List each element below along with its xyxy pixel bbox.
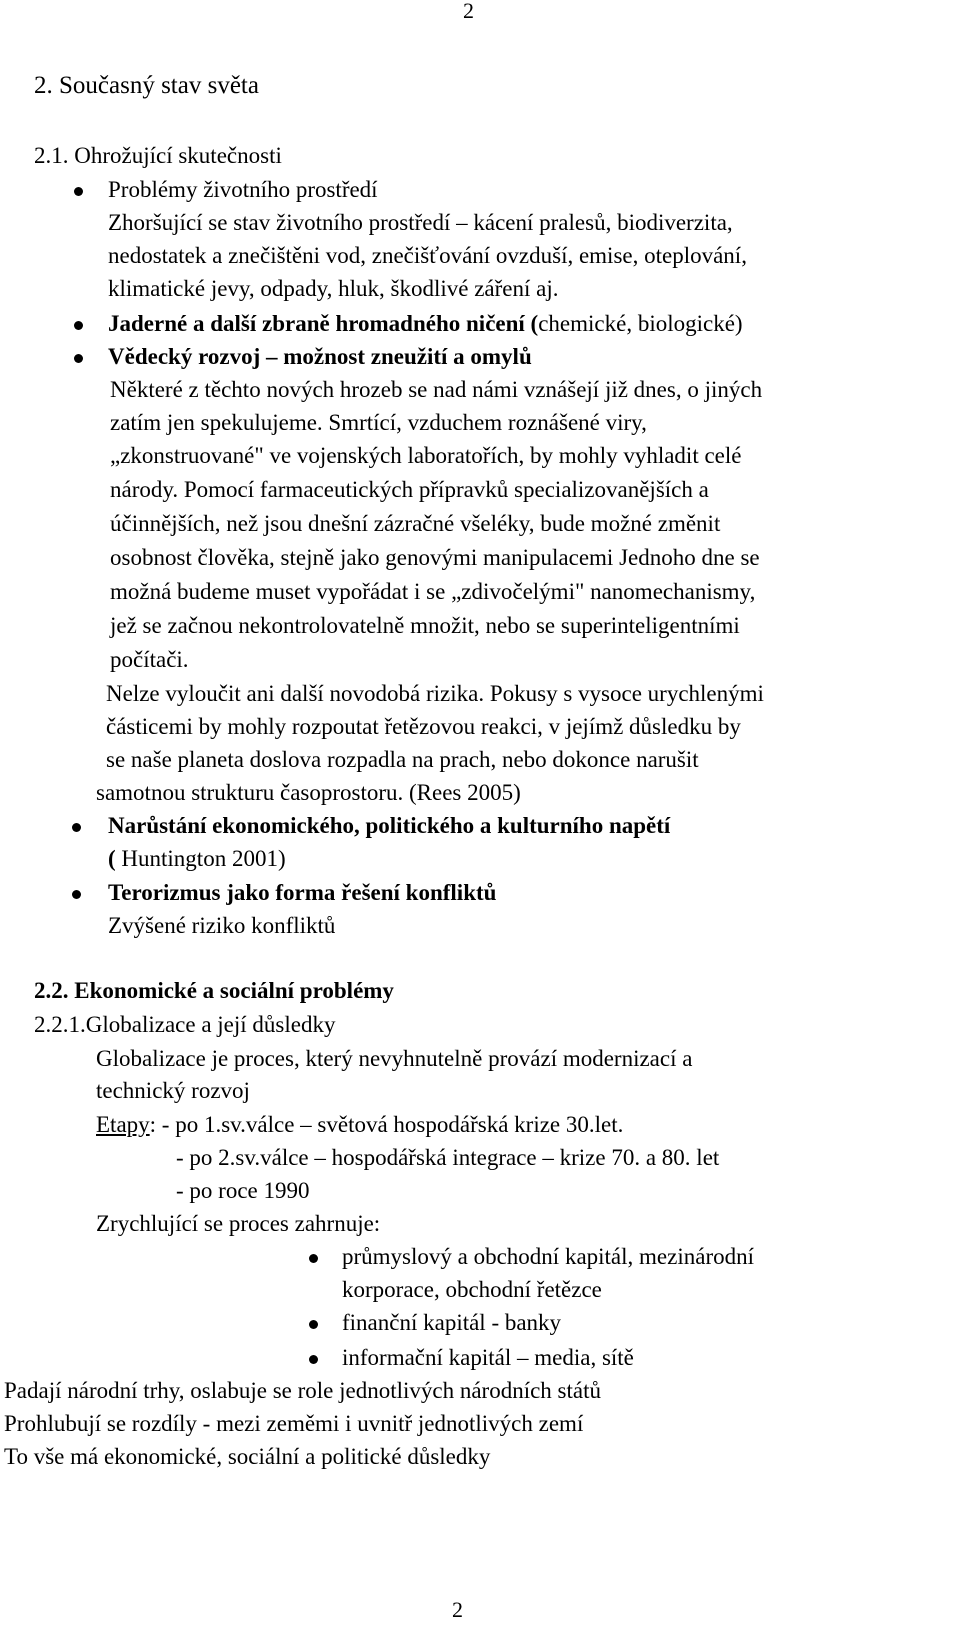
- etapy-label: Etapy: [96, 1112, 150, 1137]
- science-text-line: jež se začnou nekontrolovatelně množit, nebo se superinteligentními: [110, 613, 740, 638]
- bullet-icon: [309, 1355, 318, 1364]
- econ-text-line: technický rozvoj: [96, 1078, 250, 1103]
- science-text-line: „zkonstruované" ve vojenských laboratořích, by mohly vyhladit celé: [110, 443, 742, 468]
- bullet-icon: [74, 187, 83, 196]
- etapy-row: [96, 1111, 623, 1139]
- accel-text: Zrychlující se proces zahrnuje:: [96, 1211, 381, 1236]
- page-title: 2. Současný stav světa: [34, 72, 259, 99]
- econ-bullet: průmyslový a obchodní kapitál, mezinárodní: [342, 1244, 754, 1269]
- econ-bullet-cont: korporace, obchodní řetězce: [342, 1277, 602, 1302]
- closing-line: To vše má ekonomické, sociální a politické důsledky: [4, 1444, 491, 1469]
- page-number-top: 2: [463, 0, 474, 23]
- science-text2-line: samotnou strukturu časoprostoru. (Rees 2005): [96, 780, 521, 805]
- env-text-line: nedostatek a znečištěni vod, znečišťování ovzduší, emise, oteplování,: [108, 243, 747, 268]
- etapy-item: - po 2.sv.válce – hospodářská integrace – krize 70. a 80. let: [176, 1145, 720, 1170]
- science-title: Vědecký rozvoj – možnost zneužití a omylů: [108, 344, 532, 369]
- bullet-icon: [72, 890, 81, 899]
- weapons-item: [108, 310, 743, 338]
- science-text-line: zatím jen spekulujeme. Smrtící, vzduchem roznášené viry,: [110, 410, 647, 435]
- science-text-line: osobnost člověka, stejně jako genovými manipulacemi Jednoho dne se: [110, 545, 760, 570]
- page-number-bottom: 2: [452, 1597, 463, 1622]
- tension-citation: [108, 845, 286, 873]
- bullet-icon: [72, 823, 81, 832]
- citation-text: Huntington 2001): [115, 846, 286, 871]
- science-text2-line: částicemi by mohly rozpoutat řetězovou reakci, v jejímž důsledku by: [106, 714, 741, 739]
- env-text-line: klimatické jevy, odpady, hluk, škodlivé záření aj.: [108, 276, 559, 301]
- bullet-icon: [74, 354, 83, 363]
- bullet-icon: [74, 321, 83, 330]
- etapy-item: - po roce 1990: [176, 1178, 310, 1203]
- science-text-line: počítači.: [110, 647, 189, 672]
- science-text-line: možná budeme muset vypořádat i se „zdivočelými" nanomechanismy,: [110, 579, 756, 604]
- weapons-detail: chemické, biologické): [538, 311, 743, 336]
- env-title: Problémy životního prostředí: [108, 177, 378, 202]
- science-text-line: Některé z těchto nových hrozeb se nad námi vznášejí již dnes, o jiných: [110, 377, 763, 402]
- bullet-icon: [309, 1320, 318, 1329]
- etapy-item: : - po 1.sv.válce – světová hospodářská krize 30.let.: [149, 1112, 624, 1137]
- section-heading: 2.1. Ohrožující skutečnosti: [34, 143, 282, 168]
- closing-line: Prohlubují se rozdíly - mezi zeměmi i uvnitř jednotlivých zemí: [4, 1411, 584, 1436]
- econ-sub: 2.2.1.Globalizace a její důsledky: [34, 1012, 336, 1037]
- terror-title: Terorizmus jako forma řešení konfliktů: [108, 880, 497, 905]
- science-text2-line: se naše planeta doslova rozpadla na prach, nebo dokonce narušit: [106, 747, 699, 772]
- closing-line: Padají národní trhy, oslabuje se role jednotlivých národních států: [4, 1378, 602, 1403]
- bullet-icon: [309, 1254, 318, 1263]
- science-text-line: účinnějších, než jsou dnešní zázračné všeléky, bude možné změnit: [110, 511, 721, 536]
- science-text-line: národy. Pomocí farmaceutických přípravků specializovanějších a: [110, 477, 709, 502]
- econ-title: 2.2. Ekonomické a sociální problémy: [34, 978, 394, 1003]
- econ-text-line: Globalizace je proces, který nevyhnutelně provází modernizací a: [96, 1046, 693, 1071]
- citation-paren: (: [108, 846, 116, 871]
- tension-title: Narůstání ekonomického, politického a kulturního napětí: [108, 813, 671, 838]
- econ-bullet: informační kapitál – media, sítě: [342, 1345, 634, 1370]
- econ-bullet: finanční kapitál - banky: [342, 1310, 562, 1335]
- env-text-line: Zhoršující se stav životního prostředí – kácení pralesů, biodiverzita,: [108, 210, 733, 235]
- weapons-title: Jaderné a další zbraně hromadného ničení (: [108, 311, 539, 336]
- science-text2-line: Nelze vyloučit ani další novodobá rizika. Pokusy s vysoce urychlenými: [106, 681, 764, 706]
- terror-text: Zvýšené riziko konfliktů: [108, 913, 336, 938]
